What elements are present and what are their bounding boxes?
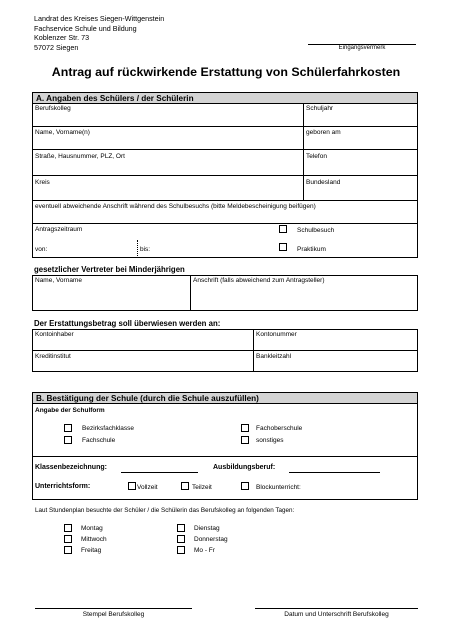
unterschrift-line[interactable] — [255, 608, 418, 609]
field-vertreter-name[interactable]: Name, Vorname — [35, 277, 82, 284]
label-mo-fr: Mo - Fr — [194, 547, 215, 554]
label-vollzeit: Vollzeit — [137, 484, 158, 491]
field-antragszeitraum: Antragszeitraum — [35, 226, 83, 233]
stamp-label: Eingangsvermerk — [338, 45, 386, 51]
field-strasse[interactable]: Straße, Hausnummer, PLZ, Ort — [35, 153, 125, 160]
checkbox-teilzeit[interactable] — [181, 482, 189, 490]
checkbox-schulbesuch[interactable] — [279, 225, 287, 233]
checkbox-mittwoch[interactable] — [64, 535, 72, 543]
label-schulbesuch: Schulbesuch — [297, 227, 335, 234]
label-praktikum: Praktikum — [297, 246, 326, 253]
ausbildung-label: Ausbildungsberuf: — [213, 464, 276, 471]
field-bankleitzahl[interactable]: Bankleitzahl — [256, 353, 292, 360]
field-berufskolleg[interactable]: Berufskolleg — [35, 105, 71, 112]
field-kontoinhaber[interactable]: Kontoinhaber — [35, 331, 74, 338]
unterrichtsform-label: Unterrichtsform: — [35, 483, 91, 490]
sender-line-2: Fachservice Schule und Bildung — [34, 23, 137, 33]
checkbox-mo-fr[interactable] — [177, 546, 185, 554]
field-bis[interactable]: bis: — [140, 246, 151, 253]
checkbox-fachschule[interactable] — [64, 436, 72, 444]
checkbox-vollzeit[interactable] — [128, 482, 136, 490]
label-teilzeit: Teilzeit — [192, 484, 212, 491]
page-title: Antrag auf rückwirkende Erstattung von Schülerfahrkosten — [51, 65, 401, 79]
label-mittwoch: Mittwoch — [81, 536, 107, 543]
field-von[interactable]: von: — [35, 246, 48, 253]
section-a-header: A. Angaben des Schülers / der Schülerin — [32, 92, 418, 104]
stundenplan-text: Laut Stundenplan besuchte der Schüler / die Schülerin das Berufskolleg an folgenden Tagen: — [35, 507, 295, 514]
label-sonstiges: sonstiges — [256, 437, 284, 444]
label-montag: Montag — [81, 525, 103, 532]
label-bezirksfachklasse: Bezirksfachklasse — [82, 425, 135, 432]
label-blockunterricht: Blockunterricht: — [256, 484, 301, 491]
stempel-line[interactable] — [35, 608, 192, 609]
label-fachoberschule: Fachoberschule — [256, 425, 303, 432]
schulform-label: Angabe der Schulform — [35, 407, 105, 414]
ausbildung-input-line[interactable] — [289, 472, 380, 473]
field-abweichende-anschrift[interactable]: eventuell abweichende Anschrift während des Schulbesuchs (bitte Meldebescheinigung beifügen) — [35, 203, 316, 210]
label-dienstag: Dienstag — [194, 525, 220, 532]
field-name[interactable]: Name, Vorname(n) — [35, 129, 90, 136]
label-fachschule: Fachschule — [82, 437, 116, 444]
field-bundesland[interactable]: Bundesland — [306, 179, 341, 186]
unterschrift-label: Datum und Unterschrift Berufskolleg — [284, 611, 389, 618]
sender-line-3: Koblenzer Str. 73 — [34, 33, 90, 43]
checkbox-fachoberschule[interactable] — [241, 424, 249, 432]
bank-header: Der Erstattungsbetrag soll überwiesen werden an: — [34, 319, 221, 328]
checkbox-donnerstag[interactable] — [177, 535, 185, 543]
checkbox-blockunterricht[interactable] — [241, 482, 249, 490]
klassen-label: Klassenbezeichnung: — [35, 464, 107, 471]
section-b-header: B. Bestätigung der Schule (durch die Schule auszufüllen) — [32, 392, 418, 404]
field-geboren[interactable]: geboren am — [306, 129, 341, 136]
field-kreis[interactable]: Kreis — [35, 179, 50, 186]
checkbox-bezirksfachklasse[interactable] — [64, 424, 72, 432]
field-vertreter-anschrift[interactable]: Anschrift (falls abweichend zum Antragsteller) — [193, 277, 325, 284]
checkbox-praktikum[interactable] — [279, 243, 287, 251]
field-kreditinstitut[interactable]: Kreditinstitut — [35, 353, 71, 360]
checkbox-dienstag[interactable] — [177, 524, 185, 532]
stempel-label: Stempel Berufskolleg — [82, 611, 145, 618]
label-donnerstag: Donnerstag — [194, 536, 228, 543]
field-telefon[interactable]: Telefon — [306, 153, 327, 160]
klassen-input-line[interactable] — [121, 472, 198, 473]
checkbox-sonstiges[interactable] — [241, 436, 249, 444]
sender-address — [34, 14, 164, 52]
checkbox-freitag[interactable] — [64, 546, 72, 554]
field-kontonummer[interactable]: Kontonummer — [256, 331, 297, 338]
label-freitag: Freitag — [81, 547, 102, 554]
checkbox-montag[interactable] — [64, 524, 72, 532]
vertreter-header: gesetzlicher Vertreter bei Minderjährigen — [34, 265, 185, 274]
sender-line-4: 57072 Siegen — [34, 42, 79, 52]
field-schuljahr[interactable]: Schuljahr — [306, 105, 334, 112]
sender-line-1: Landrat des Kreises Siegen-Wittgenstein — [34, 14, 165, 23]
